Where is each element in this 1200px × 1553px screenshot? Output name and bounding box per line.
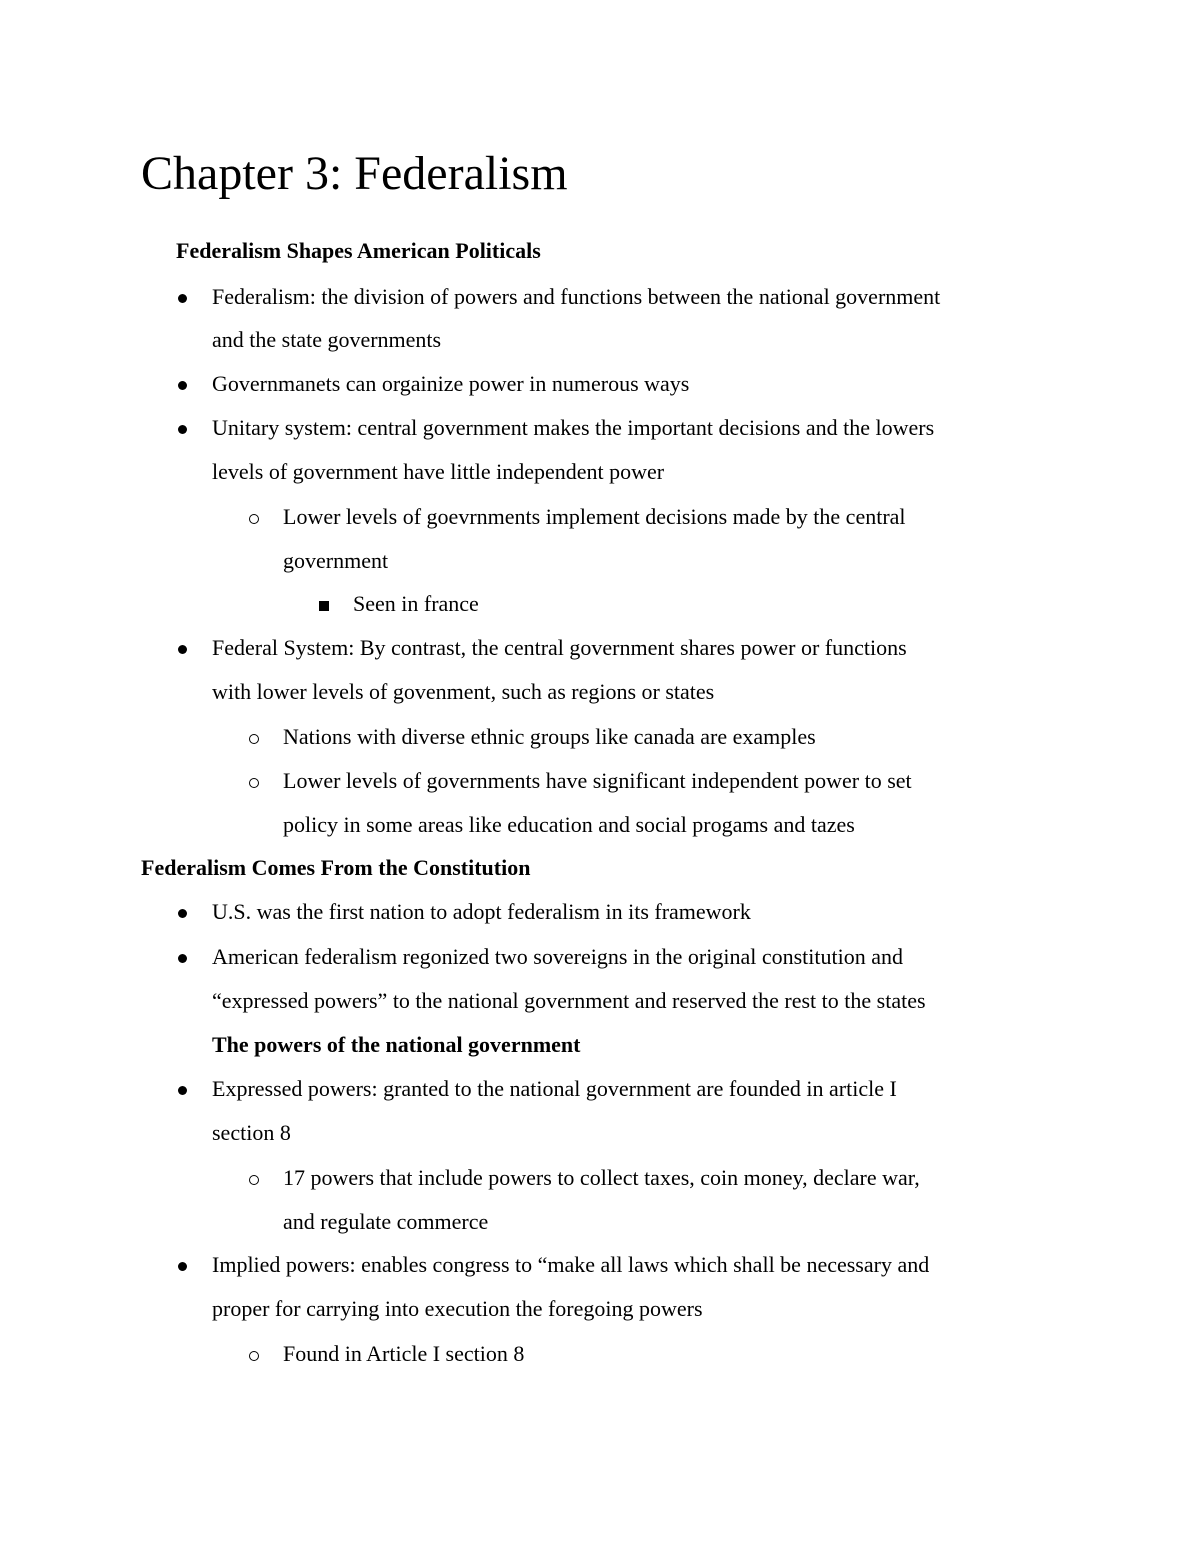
bullet-dot-icon [172,413,192,443]
list-item: U.S. was the first nation to adopt federalism in its framework [212,899,751,924]
sub-list-item-continuation: government [283,548,389,573]
list-item-continuation: proper for carrying into execution the foregoing powers [212,1296,703,1321]
list-item-continuation: levels of government have little independent power [212,459,665,484]
bullet-dot-icon [172,282,192,312]
sub-list-item: Lower levels of goevrnments implement decisions made by the central [283,504,906,529]
bullet-ring-icon [244,722,264,752]
sub-list-item: Nations with diverse ethnic groups like canada are examples [283,724,816,749]
list-item: Federalism: the division of powers and functions between the national government [212,284,941,309]
list-item-continuation: section 8 [212,1120,291,1145]
section-heading: Federalism Comes From the Constitution [141,855,531,880]
bullet-dot-icon [172,1250,192,1280]
subsection-heading: The powers of the national government [212,1032,581,1057]
list-item-continuation: “expressed powers” to the national government and reserved the rest to the states [212,988,926,1013]
list-item: American federalism regonized two sovereigns in the original constitution and [212,944,903,969]
bullet-dot-icon [172,897,192,927]
bullet-dot-icon [172,942,192,972]
page-title: Chapter 3: Federalism [141,147,568,200]
list-item: Unitary system: central government makes the important decisions and the lowers [212,415,935,440]
bullet-ring-icon [244,1163,264,1193]
sub-list-item: Lower levels of governments have significant independent power to set [283,768,912,793]
bullet-dot-icon [172,633,192,663]
bullet-ring-icon [244,502,264,532]
sub-sub-list-item: Seen in france [353,591,479,616]
list-item: Governmanets can orgainize power in numerous ways [212,371,690,396]
list-item: Federal System: By contrast, the central government shares power or functions [212,635,907,660]
section-heading: Federalism Shapes American Politicals [176,238,541,263]
bullet-ring-icon [244,1339,264,1369]
list-item-continuation: with lower levels of govenment, such as regions or states [212,679,715,704]
list-item-continuation: and the state governments [212,327,442,352]
list-item: Expressed powers: granted to the national government are founded in article I [212,1076,897,1101]
list-item: Implied powers: enables congress to “make all laws which shall be necessary and [212,1252,930,1277]
bullet-dot-icon [172,1074,192,1104]
sub-list-item-continuation: policy in some areas like education and social progams and tazes [283,812,855,837]
sub-list-item-continuation: and regulate commerce [283,1209,489,1234]
sub-list-item: Found in Article I section 8 [283,1341,525,1366]
bullet-dot-icon [172,369,192,399]
bullet-ring-icon [244,766,264,796]
sub-list-item: 17 powers that include powers to collect taxes, coin money, declare war, [283,1165,920,1190]
bullet-square-icon [314,589,334,619]
